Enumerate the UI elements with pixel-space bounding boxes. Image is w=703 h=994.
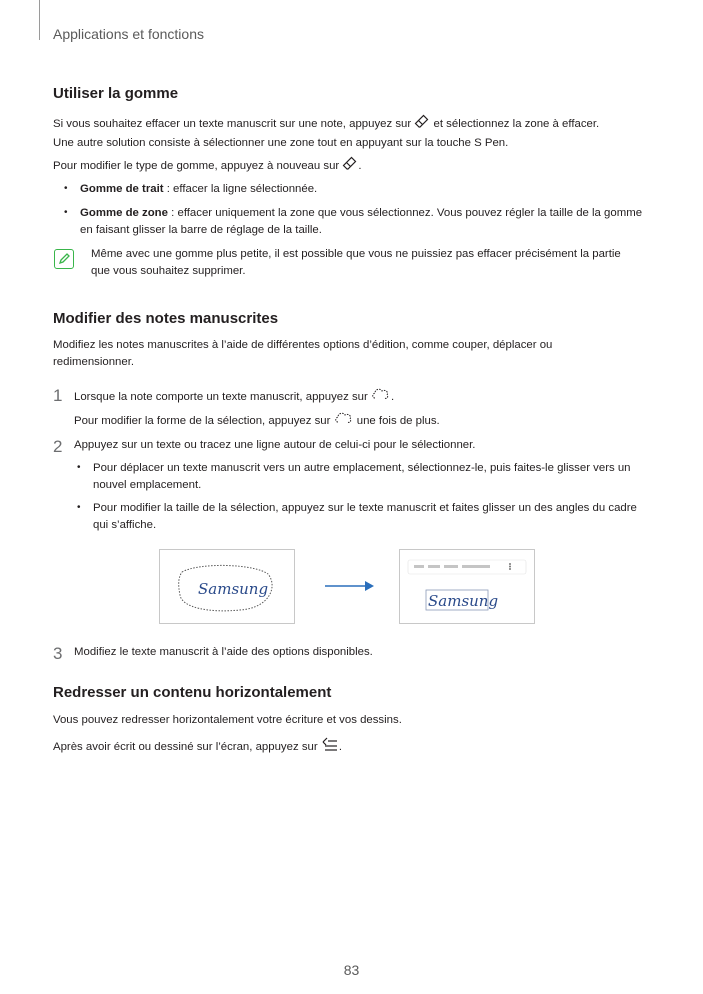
- paragraph-eraser-2: [53, 155, 653, 177]
- lasso-icon: [334, 410, 354, 432]
- lasso-icon: [371, 386, 391, 408]
- definition: : effacer la ligne sélectionnée.: [163, 183, 318, 195]
- bullet-dot: •: [77, 502, 81, 513]
- text: Si vous souhaitez effacer un texte manuscrit sur une note, appuyez sur: [53, 118, 412, 131]
- text: Pour modifier la forme de la sélection, appuyez sur: [74, 415, 331, 428]
- arrow-right-icon: [325, 580, 375, 598]
- text: .: [390, 391, 395, 404]
- list-item: [64, 205, 645, 239]
- section-title-straighten: Redresser un contenu horizontalement: [53, 684, 332, 701]
- bullet-dot: •: [64, 207, 68, 218]
- text: Pour modifier la taille de la sélection, appuyez sur le texte manuscrit et faites glisser un des angles du cadre qui s’affiche.: [93, 502, 637, 532]
- bullet-dot: •: [64, 183, 68, 194]
- illustration-edit-options: [399, 549, 535, 624]
- step-number: 2: [53, 437, 63, 456]
- page-number: 83: [343, 962, 360, 978]
- step-number: 3: [53, 644, 63, 663]
- paragraph-edit-intro: Modifiez les notes manuscrites à l’aide de différentes options d’édition, comme couper, déplacer ou redimensionner.: [53, 339, 553, 369]
- text: et sélectionnez la zone à effacer.: [433, 118, 600, 131]
- text: .: [338, 741, 342, 754]
- section-title-eraser: Utiliser la gomme: [53, 85, 179, 102]
- text: .: [358, 160, 362, 173]
- step-1-subtext: [74, 410, 674, 432]
- term: Gomme de trait: [80, 183, 164, 195]
- text: une fois de plus.: [356, 415, 440, 428]
- list-item: [77, 500, 645, 534]
- note-text: Même avec une gomme plus petite, il est possible que vous ne puissiez pas effacer précisément la partie que vous souhaitez supprimer.: [91, 248, 621, 278]
- note-pencil-icon: [54, 249, 74, 269]
- text: Lorsque la note comporte un texte manuscrit, appuyez sur: [74, 391, 368, 404]
- paragraph-straighten-2: [53, 736, 653, 758]
- text: Pour modifier le type de gomme, appuyez à nouveau sur: [53, 160, 340, 173]
- eraser-icon: [414, 113, 430, 135]
- list-item: [77, 460, 638, 494]
- step-1-text: [74, 386, 674, 408]
- header-rule: [39, 0, 40, 40]
- step-3-text: Modifiez le texte manuscrit à l’aide des options disponibles.: [74, 646, 373, 658]
- text: Pour déplacer un texte manuscrit vers un autre emplacement, sélectionnez-le, puis faites-le glisser vers un nouvel emplacement.: [93, 462, 631, 492]
- paragraph-straighten-1: Vous pouvez redresser horizontalement votre écriture et vos dessins.: [53, 714, 402, 726]
- page-header: Applications et fonctions: [53, 26, 204, 42]
- section-title-edit-notes: Modifier des notes manuscrites: [53, 310, 279, 327]
- paragraph-eraser-1: [53, 113, 653, 152]
- step-number: 1: [53, 386, 63, 405]
- list-item: [64, 181, 660, 198]
- step-2-text: Appuyez sur un texte ou tracez une ligne autour de celui-ci pour le sélectionner.: [74, 439, 476, 451]
- definition: : effacer uniquement la zone que vous sélectionnez. Vous pouvez régler la taille de la gomme en faisant glisser la barre de réglage de la taille.: [80, 207, 643, 237]
- eraser-icon: [342, 155, 358, 177]
- handwritten-word: Samsung: [428, 592, 499, 610]
- term: Gomme de zone: [80, 207, 168, 219]
- bullet-dot: •: [77, 462, 81, 473]
- text: Une autre solution consiste à sélectionner une zone tout en appuyant sur la touche S Pen.: [53, 137, 509, 150]
- handwritten-word: Samsung: [198, 580, 269, 598]
- text: Après avoir écrit ou dessiné sur l’écran, appuyez sur: [53, 741, 318, 754]
- illustration-lasso-selection: [159, 549, 295, 624]
- straighten-icon: [321, 736, 339, 758]
